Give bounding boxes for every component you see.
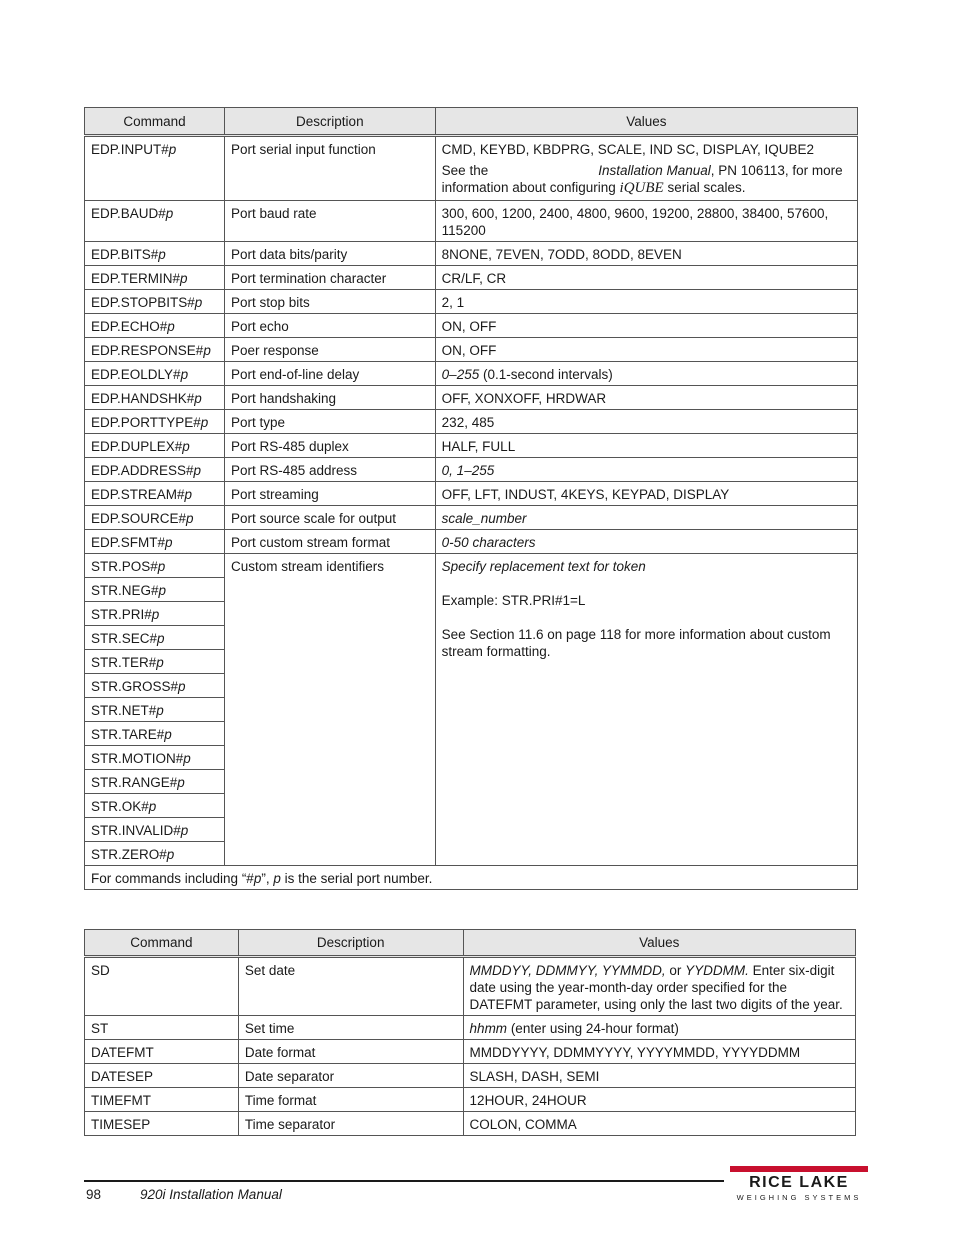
footer-rule — [84, 1180, 724, 1182]
port-param: p — [165, 206, 174, 221]
port-param: p — [178, 679, 186, 694]
footnote-row — [85, 866, 858, 890]
command-cell — [85, 674, 225, 698]
values-cell — [435, 434, 857, 458]
command-text: EDP.ADDRESS# — [91, 463, 194, 478]
port-param: p — [182, 439, 190, 454]
logo-subtitle: WEIGHING SYSTEMS — [736, 1193, 862, 1202]
command-text: EDP.TERMIN# — [91, 271, 181, 286]
port-param: p — [253, 871, 262, 886]
command-text: EDP.BITS# — [91, 247, 159, 262]
date-time-commands-table — [84, 929, 856, 1136]
port-param: p — [273, 871, 281, 886]
manual-title: 920i Installation Manual — [140, 1187, 282, 1202]
serial-port-commands-table — [84, 107, 858, 890]
command-text: STR.NEG# — [91, 583, 159, 598]
command-cell — [85, 818, 225, 842]
command-text: STR.MOTION# — [91, 751, 184, 766]
rice-lake-logo — [730, 1166, 868, 1206]
value-text: HALF, FULL — [441, 439, 516, 454]
command-cell — [85, 722, 225, 746]
command-text: EDP.HANDSHK# — [91, 391, 195, 406]
description-cell: Date separator — [238, 1064, 463, 1088]
footnote-text: is the serial port number. — [280, 871, 433, 886]
description-cell: Port end-of-line delay — [224, 362, 435, 386]
description-cell: Port data bits/parity — [224, 242, 435, 266]
port-param: p — [194, 391, 202, 406]
note-manual-title: Installation Manual — [598, 163, 711, 178]
command-text: STR.PRI# — [91, 607, 152, 622]
command-cell: DATESEP — [85, 1064, 239, 1088]
column-header-description: Description — [238, 930, 463, 957]
values-cell — [435, 266, 857, 290]
port-param: p — [203, 343, 211, 358]
port-param: p — [177, 775, 185, 790]
command-text: STR.TARE# — [91, 727, 165, 742]
command-cell — [85, 578, 225, 602]
values-cell — [435, 554, 857, 866]
description-cell: Port RS-485 address — [224, 458, 435, 482]
command-cell — [85, 290, 225, 314]
table-header-row — [85, 108, 858, 136]
value-text: OFF, XONXOFF, HRDWAR — [441, 391, 607, 406]
port-param: p — [180, 271, 188, 286]
port-param: p — [165, 535, 173, 550]
footnote-text: For commands including “# — [91, 871, 254, 886]
command-text: EDP.ECHO# — [91, 319, 168, 334]
port-param: p — [180, 823, 189, 838]
command-cell — [85, 410, 225, 434]
command-cell — [85, 338, 225, 362]
port-param: p — [156, 703, 164, 718]
value-note — [442, 162, 852, 197]
values-cell — [435, 338, 857, 362]
command-text: STR.GROSS# — [91, 679, 179, 694]
description-cell: Set time — [238, 1016, 463, 1040]
command-text: EDP.EOLDLY# — [91, 367, 181, 382]
value-italic: hhmm — [469, 1021, 508, 1036]
command-cell — [85, 434, 225, 458]
command-cell — [85, 746, 225, 770]
command-text: EDP.INPUT# — [91, 142, 169, 157]
command-cell — [85, 201, 225, 242]
values-cell — [435, 530, 857, 554]
command-cell — [85, 770, 225, 794]
command-text: STR.TER# — [91, 655, 157, 670]
command-cell — [85, 698, 225, 722]
values-cell — [463, 957, 855, 1016]
port-param: p — [157, 631, 165, 646]
table-row — [85, 1016, 856, 1040]
values-cell — [463, 1112, 855, 1136]
description-cell: Port type — [224, 410, 435, 434]
value-text: (0.1-second intervals) — [479, 367, 613, 382]
description-cell: Port source scale for output — [224, 506, 435, 530]
table-row — [85, 434, 858, 458]
command-cell: SD — [85, 957, 239, 1016]
port-param: p — [186, 511, 194, 526]
port-param: p — [156, 655, 164, 670]
port-param: p — [184, 487, 193, 502]
command-cell — [85, 242, 225, 266]
values-cell — [463, 1016, 855, 1040]
value-italic: scale_number — [441, 511, 527, 526]
table-row — [85, 1112, 856, 1136]
command-cell — [85, 650, 225, 674]
description-cell: Port serial input function — [224, 136, 435, 201]
command-text: STR.INVALID# — [91, 823, 181, 838]
description-cell: Port custom stream format — [224, 530, 435, 554]
table-row — [85, 530, 858, 554]
value-text: Enter six-digit date using the year-month-day order specified for the DATEFMT parameter, using only the last two digits of the year. — [469, 963, 843, 1012]
description-cell: Time separator — [238, 1112, 463, 1136]
command-cell — [85, 314, 225, 338]
table-row — [85, 136, 858, 201]
values-cell — [435, 136, 857, 201]
command-cell — [85, 794, 225, 818]
command-text: EDP.RESPONSE# — [91, 343, 204, 358]
column-header-values: Values — [463, 930, 855, 957]
iqube-brand: iQUBE — [619, 180, 664, 196]
value-text: (enter using 24-hour format) — [507, 1021, 679, 1036]
table-row — [85, 957, 856, 1016]
values-cell — [435, 482, 857, 506]
description-cell: Port baud rate — [224, 201, 435, 242]
description-cell: Port stop bits — [224, 290, 435, 314]
command-text: EDP.BAUD# — [91, 206, 166, 221]
command-cell — [85, 602, 225, 626]
value-italic: YYDDMM. — [685, 963, 749, 978]
command-cell: ST — [85, 1016, 239, 1040]
command-cell: DATEFMT — [85, 1040, 239, 1064]
value-text: COLON, COMMA — [469, 1117, 577, 1132]
command-cell: TIMESEP — [85, 1112, 239, 1136]
table-row — [85, 554, 858, 578]
port-param: p — [164, 727, 172, 742]
values-cell — [435, 242, 857, 266]
values-cell — [435, 362, 857, 386]
table-row — [85, 201, 858, 242]
table-row — [85, 266, 858, 290]
footnote-cell — [85, 866, 858, 890]
value-italic: 0-50 characters — [441, 535, 536, 550]
command-cell — [85, 386, 225, 410]
port-param: p — [148, 799, 157, 814]
value-text: ON, OFF — [441, 343, 497, 358]
table-row — [85, 1088, 856, 1112]
value-italic: 0, 1–255 — [441, 463, 495, 478]
port-param: p — [158, 247, 166, 262]
command-text: STR.ZERO# — [91, 847, 167, 862]
table-row — [85, 338, 858, 362]
description-cell: Port streaming — [224, 482, 435, 506]
table-row — [85, 410, 858, 434]
port-param: p — [157, 559, 166, 574]
value-italic: Specify replacement text for token — [441, 559, 646, 574]
table-row — [85, 1040, 856, 1064]
command-cell: TIMEFMT — [85, 1088, 239, 1112]
values-cell — [435, 201, 857, 242]
command-cell — [85, 842, 225, 866]
value-text: 300, 600, 1200, 2400, 4800, 9600, 19200, 28800, 38400, 57600, 115200 — [441, 206, 829, 238]
value-text: ON, OFF — [441, 319, 497, 334]
values-cell — [435, 314, 857, 338]
value-text: See Section 11.6 on page 118 for more information about custom stream formatting. — [441, 627, 831, 659]
command-cell — [85, 530, 225, 554]
table-row — [85, 290, 858, 314]
command-text: STR.RANGE# — [91, 775, 178, 790]
value-text: CR/LF, CR — [441, 271, 507, 286]
description-cell: Custom stream identifiers — [224, 554, 435, 866]
column-header-values: Values — [435, 108, 857, 136]
values-cell — [435, 458, 857, 482]
command-cell — [85, 458, 225, 482]
command-cell — [85, 362, 225, 386]
command-text: STR.OK# — [91, 799, 149, 814]
value-italic: MMDDYY, DDMMYY, YYMMDD, — [469, 963, 666, 978]
logo-bar — [730, 1166, 868, 1172]
values-cell — [435, 386, 857, 410]
port-param: p — [168, 142, 177, 157]
port-param: p — [166, 847, 175, 862]
port-param: p — [183, 751, 191, 766]
description-cell: Port RS-485 duplex — [224, 434, 435, 458]
value-text: OFF, LFT, INDUST, 4KEYS, KEYPAD, DISPLAY — [441, 487, 730, 502]
command-cell — [85, 482, 225, 506]
port-param: p — [151, 607, 160, 622]
logo-name: RICE LAKE — [749, 1174, 849, 1191]
description-cell: Poer response — [224, 338, 435, 362]
command-text: STR.SEC# — [91, 631, 158, 646]
port-param: p — [194, 295, 203, 310]
value-text: CMD, KEYBD, KBDPRG, SCALE, IND SC, DISPLAY, IQUBE2 — [441, 142, 815, 157]
column-header-description: Description — [224, 108, 435, 136]
column-header-command: Command — [85, 930, 239, 957]
note-text: serial scales. — [667, 180, 746, 195]
description-cell: Time format — [238, 1088, 463, 1112]
value-text: SLASH, DASH, SEMI — [469, 1069, 600, 1084]
value-text: MMDDYYYY, DDMMYYYY, YYYYMMDD, YYYYDDMM — [469, 1045, 801, 1060]
command-cell — [85, 136, 225, 201]
command-text: EDP.SOURCE# — [91, 511, 187, 526]
description-cell: Date format — [238, 1040, 463, 1064]
command-text: EDP.STOPBITS# — [91, 295, 195, 310]
command-cell — [85, 554, 225, 578]
command-cell — [85, 506, 225, 530]
command-cell — [85, 266, 225, 290]
value-italic: 0–255 — [441, 367, 480, 382]
footnote-text: ”, — [261, 871, 274, 886]
table-row — [85, 242, 858, 266]
description-cell: Port handshaking — [224, 386, 435, 410]
value-text: 12HOUR, 24HOUR — [469, 1093, 587, 1108]
values-cell — [463, 1064, 855, 1088]
page-number: 98 — [86, 1187, 102, 1202]
port-param: p — [193, 463, 202, 478]
table-header-row — [85, 930, 856, 957]
values-cell — [435, 410, 857, 434]
port-param: p — [158, 583, 167, 598]
table-row — [85, 314, 858, 338]
command-text: EDP.SFMT# — [91, 535, 166, 550]
command-cell — [85, 626, 225, 650]
command-text: EDP.DUPLEX# — [91, 439, 183, 454]
value-text: 8NONE, 7EVEN, 7ODD, 8ODD, 8EVEN — [441, 247, 682, 262]
table-row — [85, 506, 858, 530]
values-cell — [435, 290, 857, 314]
table-row — [85, 458, 858, 482]
table-row — [85, 386, 858, 410]
values-cell — [463, 1088, 855, 1112]
table-row — [85, 1064, 856, 1088]
port-param: p — [180, 367, 189, 382]
value-text: or — [665, 963, 686, 978]
description-cell: Set date — [238, 957, 463, 1016]
table-row — [85, 362, 858, 386]
note-text: , PN 106113, for more information about configuring — [441, 163, 843, 195]
note-text: See the — [441, 163, 489, 178]
column-header-command: Command — [85, 108, 225, 136]
table-row — [85, 482, 858, 506]
command-text: EDP.PORTTYPE# — [91, 415, 201, 430]
command-text: STR.NET# — [91, 703, 157, 718]
port-param: p — [167, 319, 175, 334]
port-param: p — [200, 415, 209, 430]
command-text: EDP.STREAM# — [91, 487, 185, 502]
values-cell — [435, 506, 857, 530]
values-cell — [463, 1040, 855, 1064]
command-text: STR.POS# — [91, 559, 158, 574]
value-text: 2, 1 — [441, 295, 465, 310]
description-cell: Port termination character — [224, 266, 435, 290]
value-text: 232, 485 — [441, 415, 495, 430]
description-cell: Port echo — [224, 314, 435, 338]
value-text: Example: STR.PRI#1=L — [441, 593, 586, 608]
